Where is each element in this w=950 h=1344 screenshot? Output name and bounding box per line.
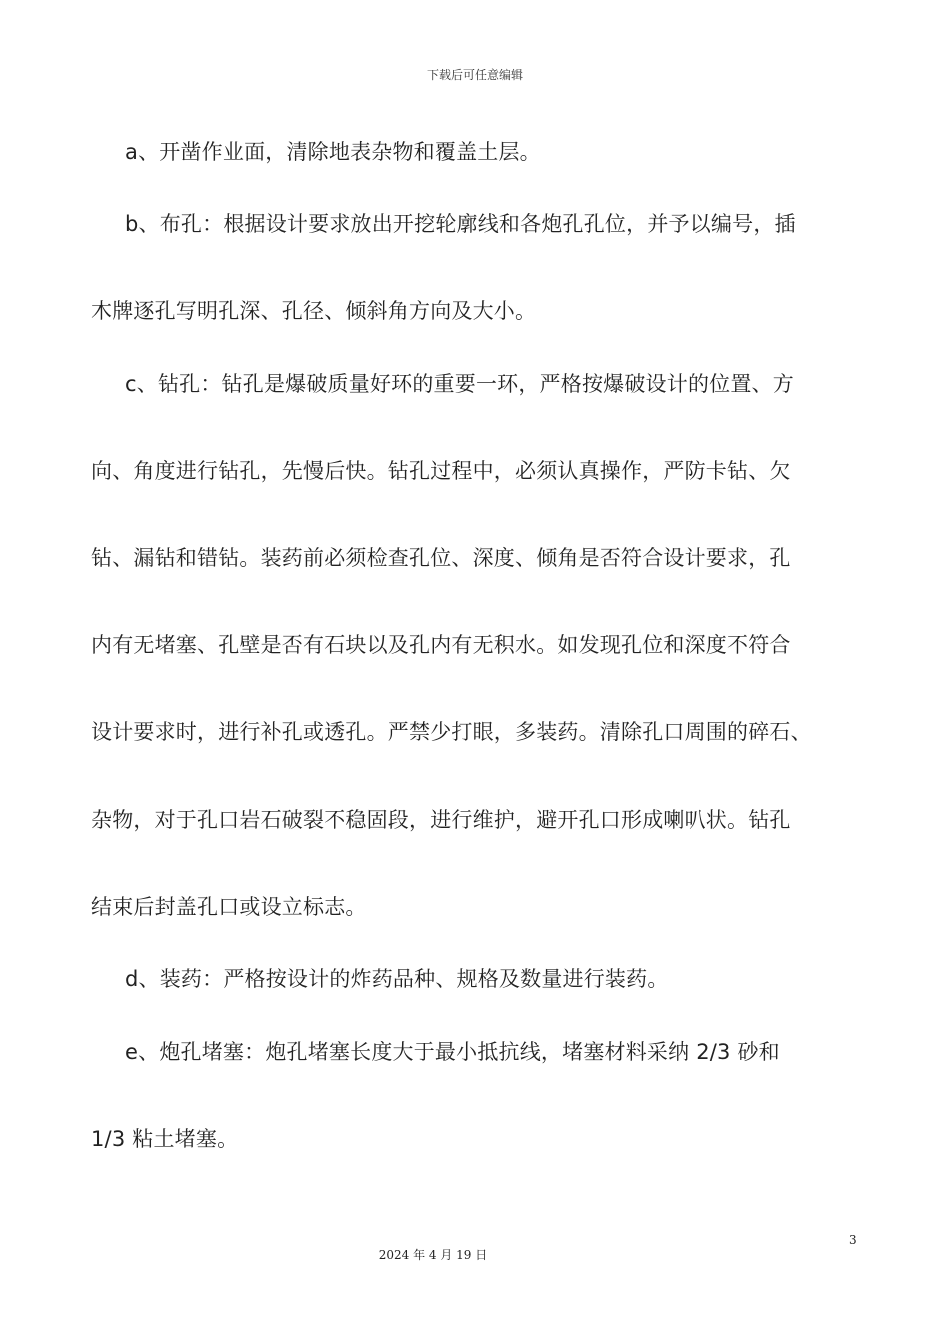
paragraph-line: e、炮孔堵塞：炮孔堵塞长度大于最小抵抗线，堵塞材料采纳 2/3 砂和: [125, 1040, 780, 1064]
page-number: 3: [849, 1233, 857, 1247]
paragraph-line: b、布孔：根据设计要求放出开挖轮廓线和各炮孔孔位，并予以编号，插: [125, 212, 796, 236]
paragraph-line: a、开凿作业面，清除地表杂物和覆盖土层。: [125, 140, 541, 164]
paragraph-line: 结束后封盖孔口或设立标志。: [91, 895, 367, 919]
paragraph-line: 杂物，对于孔口岩石破裂不稳固段，进行维护，避开孔口形成喇叭状。钻孔: [91, 808, 791, 832]
page-header: 下载后可任意编辑: [426, 68, 523, 82]
paragraph-line: 木牌逐孔写明孔深、孔径、倾斜角方向及大小。: [91, 299, 537, 323]
paragraph-line: 1/3 粘土堵塞。: [91, 1127, 239, 1151]
footer-date: 2024 年 4 月 19 日: [378, 1248, 488, 1262]
paragraph-line: 向、角度进行钻孔，先慢后快。钻孔过程中，必须认真操作，严防卡钻、欠: [91, 459, 791, 483]
paragraph-line: d、装药：严格按设计的炸药品种、规格及数量进行装药。: [125, 967, 669, 991]
paragraph-line: 钻、漏钻和错钻。装药前必须检查孔位、深度、倾角是否符合设计要求，孔: [91, 546, 791, 570]
paragraph-line: 内有无堵塞、孔壁是否有石块以及孔内有无积水。如发现孔位和深度不符合: [91, 633, 791, 657]
paragraph-line: c、钻孔：钻孔是爆破质量好环的重要一环，严格按爆破设计的位置、方: [125, 372, 794, 396]
paragraph-line: 设计要求时，进行补孔或透孔。严禁少打眼，多装药。清除孔口周围的碎石、: [91, 720, 812, 744]
